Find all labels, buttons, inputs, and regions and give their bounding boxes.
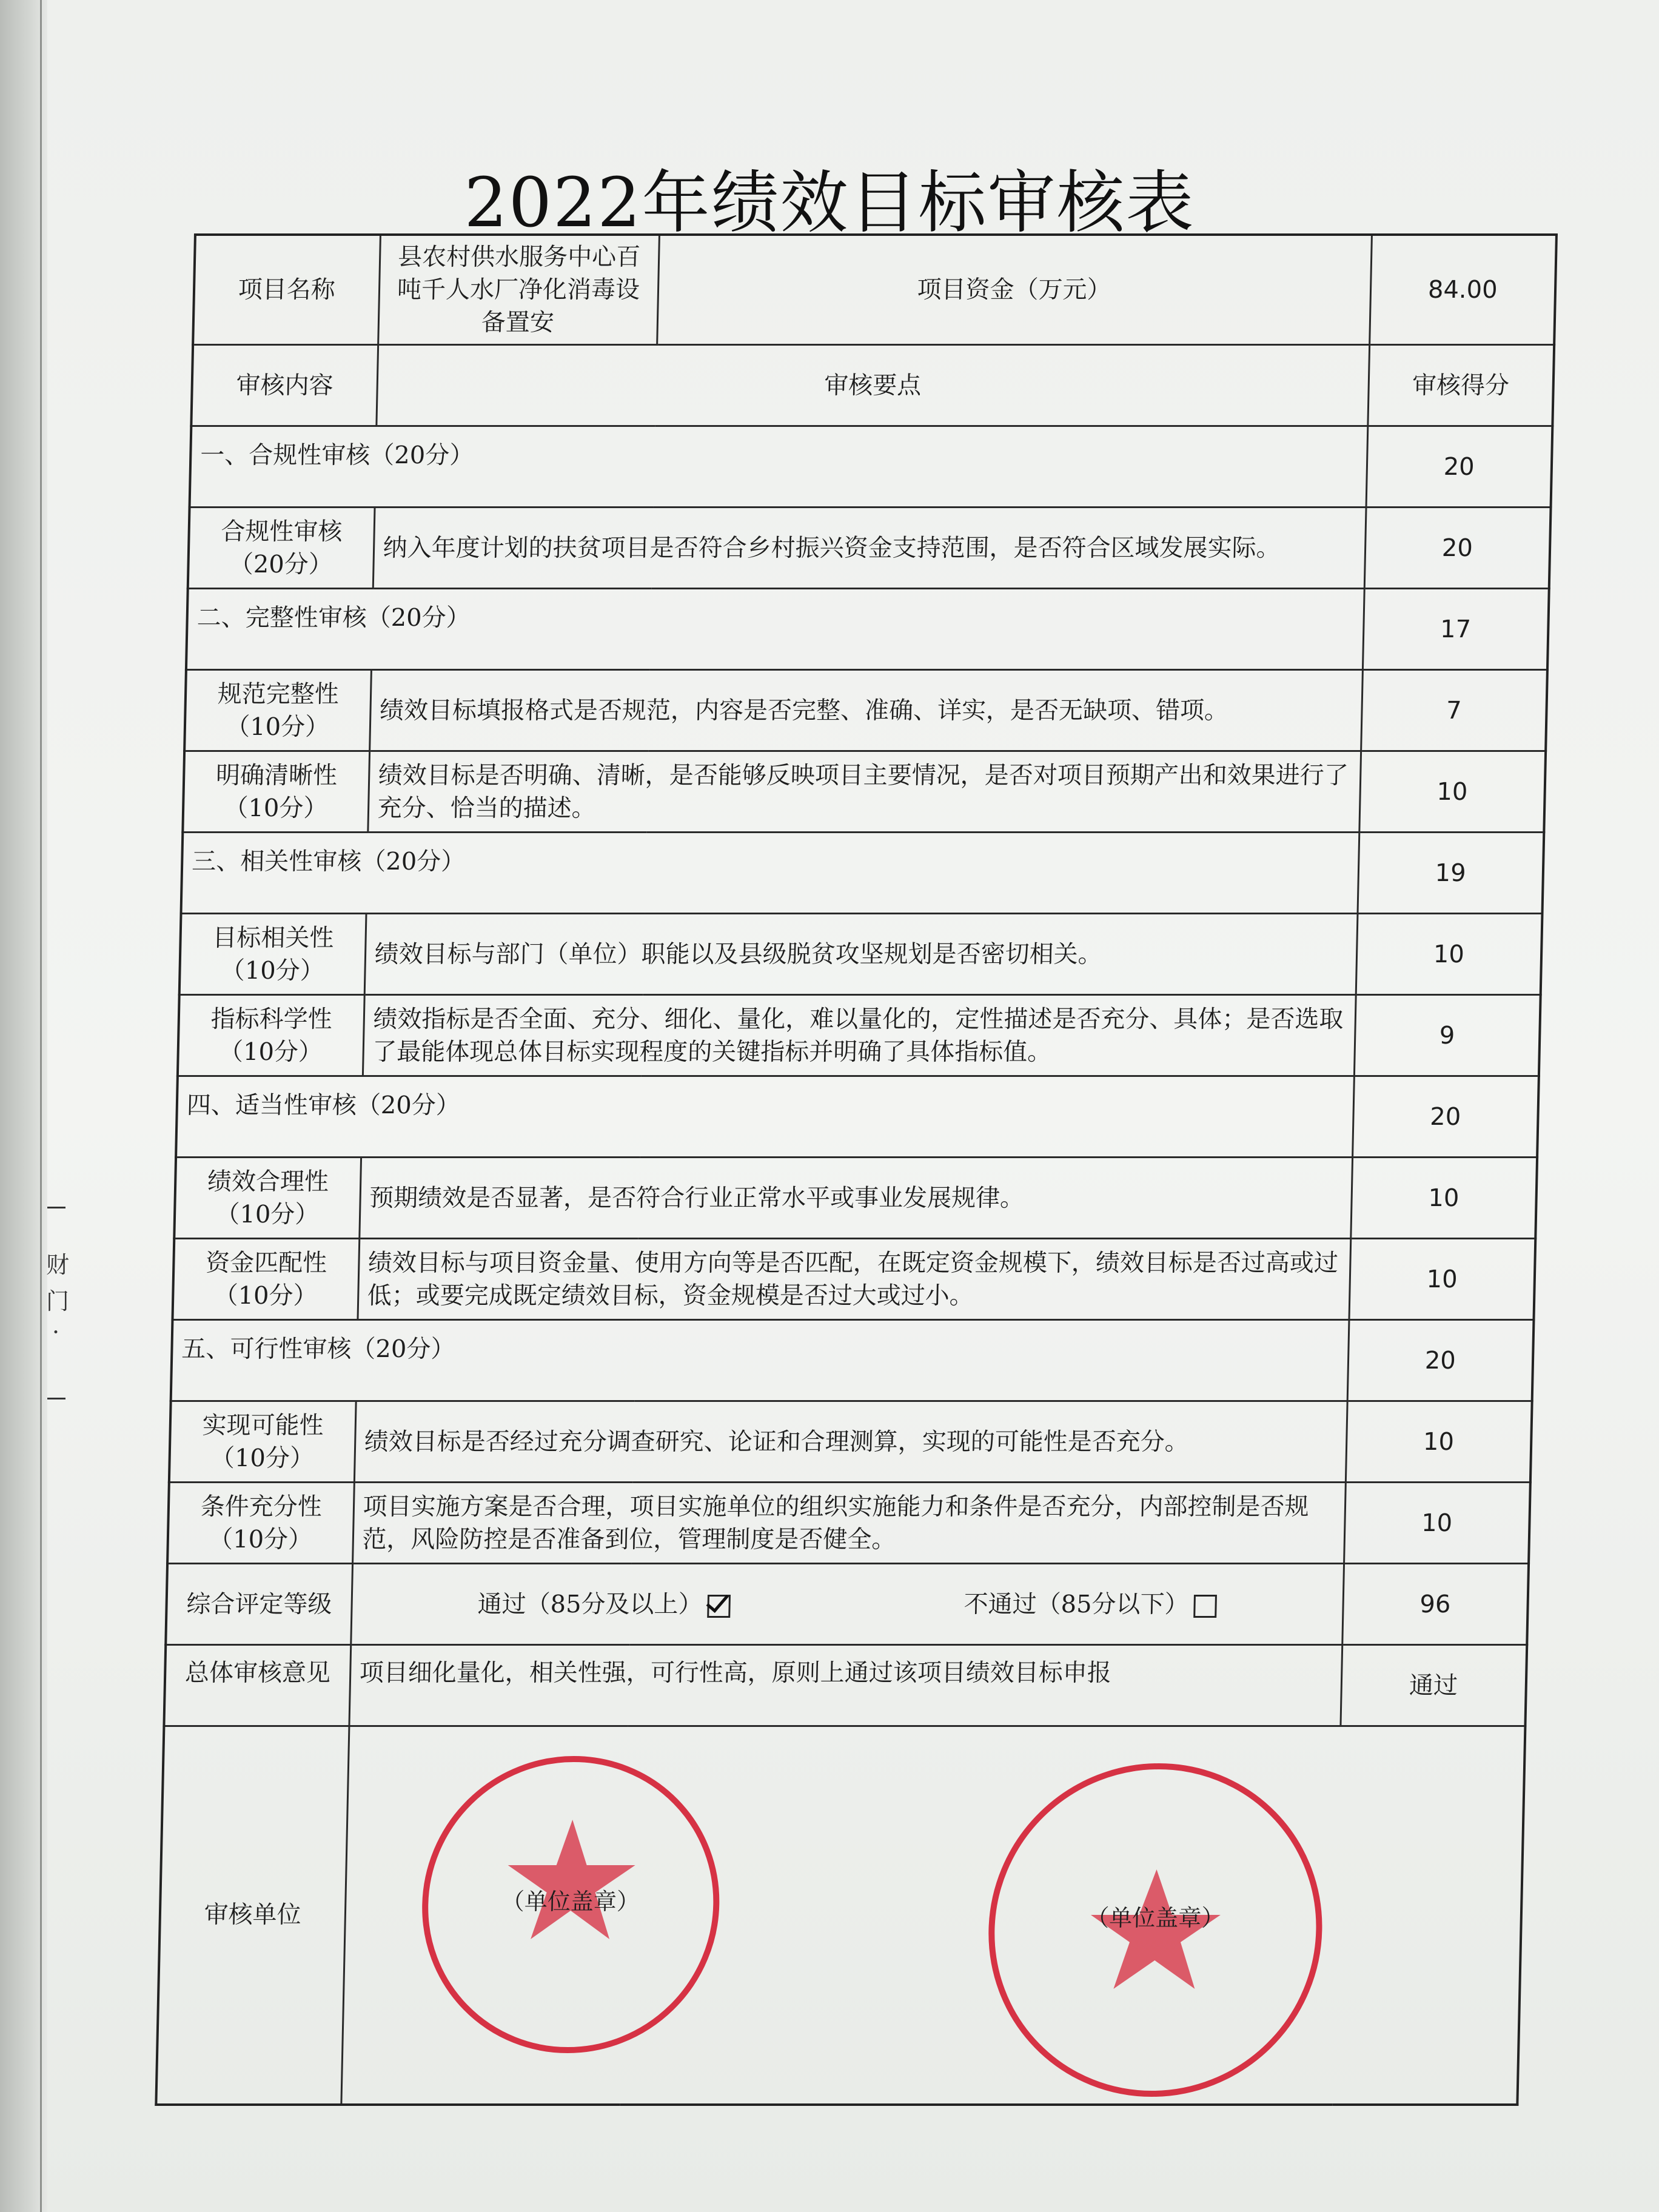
item-label-cell (183, 751, 369, 833)
document-title: 2022年绩效目标审核表 (464, 164, 1195, 243)
water-bureau-seal (985, 1763, 1326, 2097)
item-label-cell (172, 1239, 359, 1320)
section-score: 20 (1366, 426, 1553, 508)
item-score: 10 (1356, 914, 1543, 995)
item-name: 条件充分性 (200, 1492, 323, 1521)
edge-rule (47, 1207, 65, 1208)
section-score: 17 (1362, 589, 1549, 670)
grade-row (166, 1564, 1529, 1645)
section-title: 五、可行性审核（20分） (171, 1320, 1349, 1401)
item-row (179, 914, 1543, 995)
item-points: （20分） (229, 550, 333, 578)
item-score: 10 (1359, 751, 1546, 833)
item-points: （10分） (218, 1037, 323, 1066)
opinion-result: 通过 (1340, 1645, 1527, 1726)
section-row (190, 426, 1553, 508)
project-name-label: 项目名称 (193, 235, 380, 345)
item-points: （10分） (208, 1525, 313, 1553)
seal-caption: （单位盖章） (1085, 1905, 1225, 1931)
item-name: 绩效合理性 (207, 1167, 329, 1196)
item-name: 明确清晰性 (215, 761, 338, 789)
opinion-text: 项目细化量化，相关性强，可行性高，原则上通过该项目绩效目标申报 (349, 1645, 1342, 1726)
item-label-cell (174, 1158, 361, 1239)
grade-options (350, 1564, 1344, 1645)
item-description: 纳入年度计划的扶贫项目是否符合乡村振兴资金支持范围，是否符合区域发展实际。 (373, 508, 1366, 589)
item-score: 10 (1350, 1158, 1537, 1239)
section-score: 20 (1347, 1320, 1534, 1401)
item-label-cell (178, 995, 364, 1076)
grade-pass-text: 通过（85分及以上） (477, 1590, 703, 1618)
review-unit-label: 审核单位 (156, 1726, 349, 2105)
star-icon (506, 1820, 636, 1939)
item-description: 绩效目标与部门（单位）职能以及县级脱贫攻坚规划是否密切相关。 (364, 914, 1358, 995)
section-row (181, 833, 1544, 914)
item-description: 绩效指标是否全面、充分、细化、量化，难以量化的，定性描述是否充分、具体；是否选取了最能体现总体目标实现程度的关键指标并明确了具体指标值。 (363, 995, 1356, 1076)
item-row (183, 751, 1546, 833)
item-name: 规范完整性 (217, 680, 340, 708)
opinion-row (164, 1645, 1527, 1726)
section-title: 一、合规性审核（20分） (190, 426, 1368, 508)
section-title: 四、适当性审核（20分） (176, 1076, 1354, 1158)
item-score: 10 (1344, 1483, 1530, 1564)
funds-label: 项目资金（万元） (657, 235, 1372, 345)
item-description: 项目实施方案是否合理，项目实施单位的组织实施能力和条件是否充分，内部控制是否规范，风险防控是否准备到位，管理制度是否健全。 (352, 1483, 1346, 1564)
item-score: 10 (1349, 1239, 1535, 1320)
section-row (186, 589, 1549, 670)
item-description: 绩效目标是否经过充分调查研究、论证和合理测算，实现的可能性是否充分。 (354, 1401, 1347, 1483)
review-unit-seals (341, 1726, 1525, 2105)
section-row (171, 1320, 1534, 1401)
grade-pass-checkbox[interactable] (707, 1595, 731, 1618)
item-label-cell (179, 914, 366, 995)
edge-fragment: 门 (46, 1288, 70, 1315)
points-label: 审核要点 (376, 345, 1369, 426)
grade-fail-checkbox[interactable] (1193, 1595, 1217, 1618)
item-name: 合规性审核 (220, 517, 343, 546)
item-row (174, 1158, 1537, 1239)
edge-fragment: 财 (46, 1252, 70, 1278)
item-points: （10分） (215, 1200, 320, 1228)
item-score: 20 (1364, 508, 1551, 589)
section-score: 19 (1358, 833, 1544, 914)
item-name: 实现可能性 (202, 1411, 324, 1439)
item-points: （10分） (220, 956, 325, 985)
edge-rule (47, 1398, 65, 1399)
item-row (178, 995, 1541, 1076)
item-label-cell (167, 1483, 354, 1564)
opinion-label: 总体审核意见 (164, 1645, 350, 1726)
funds-value: 84.00 (1369, 235, 1557, 345)
item-points: （10分） (223, 794, 328, 822)
review-unit-row (156, 1726, 1525, 2105)
grade-options-wrap (361, 1588, 1334, 1621)
item-row (172, 1239, 1535, 1320)
finance-bureau-seal (419, 1756, 722, 2053)
item-points: （10分） (213, 1281, 318, 1310)
section-score: 20 (1352, 1076, 1539, 1158)
item-name: 目标相关性 (212, 923, 334, 952)
audit-form (158, 233, 1555, 1965)
item-row (184, 670, 1547, 751)
seal-caption: （单位盖章） (501, 1888, 640, 1915)
item-row (167, 1483, 1530, 1564)
item-description: 绩效目标填报格式是否规范，内容是否完整、准确、详实，是否无缺项、错项。 (369, 670, 1362, 751)
grade-fail-option[interactable] (964, 1588, 1217, 1621)
item-description: 绩效目标与项目资金量、使用方向等是否匹配，在既定资金规模下，绩效目标是否过高或过低；或要完成既定绩效目标，资金规模是否过大或过小。 (357, 1239, 1350, 1320)
section-row (176, 1076, 1539, 1158)
item-name: 资金匹配性 (205, 1248, 327, 1277)
section-title: 三、相关性审核（20分） (181, 833, 1359, 914)
item-description: 绩效目标是否明确、清晰，是否能够反映项目主要情况，是否对项目预期产出和效果进行了充分、恰当的描述。 (367, 751, 1361, 833)
header-row-columns (191, 345, 1554, 426)
content-label: 审核内容 (191, 345, 378, 426)
header-row-project (193, 235, 1557, 345)
edge-fragment: · (52, 1319, 60, 1346)
item-label-cell (188, 508, 375, 589)
audit-table (155, 233, 1558, 2106)
item-score: 9 (1354, 995, 1541, 1076)
item-label-cell (184, 670, 371, 751)
item-points: （10分） (225, 712, 330, 741)
item-row (169, 1401, 1532, 1483)
item-score: 10 (1346, 1401, 1532, 1483)
grade-label: 综合评定等级 (166, 1564, 352, 1645)
item-row (188, 508, 1551, 589)
item-description: 预期绩效是否显著，是否符合行业正常水平或事业发展规律。 (359, 1158, 1352, 1239)
grade-pass-option[interactable] (477, 1588, 731, 1621)
project-name-value: 县农村供水服务中心百吨千人水厂净化消毒设备置安 (378, 235, 659, 345)
grade-fail-text: 不通过（85分以下） (964, 1590, 1190, 1618)
item-name: 指标科学性 (210, 1005, 333, 1033)
grade-score: 96 (1342, 1564, 1529, 1645)
binding-line (40, 0, 42, 2212)
item-label-cell (169, 1401, 356, 1483)
section-title: 二、完整性审核（20分） (186, 589, 1364, 670)
score-label: 审核得分 (1367, 345, 1554, 426)
item-points: （10分） (210, 1444, 315, 1472)
item-score: 7 (1361, 670, 1547, 751)
